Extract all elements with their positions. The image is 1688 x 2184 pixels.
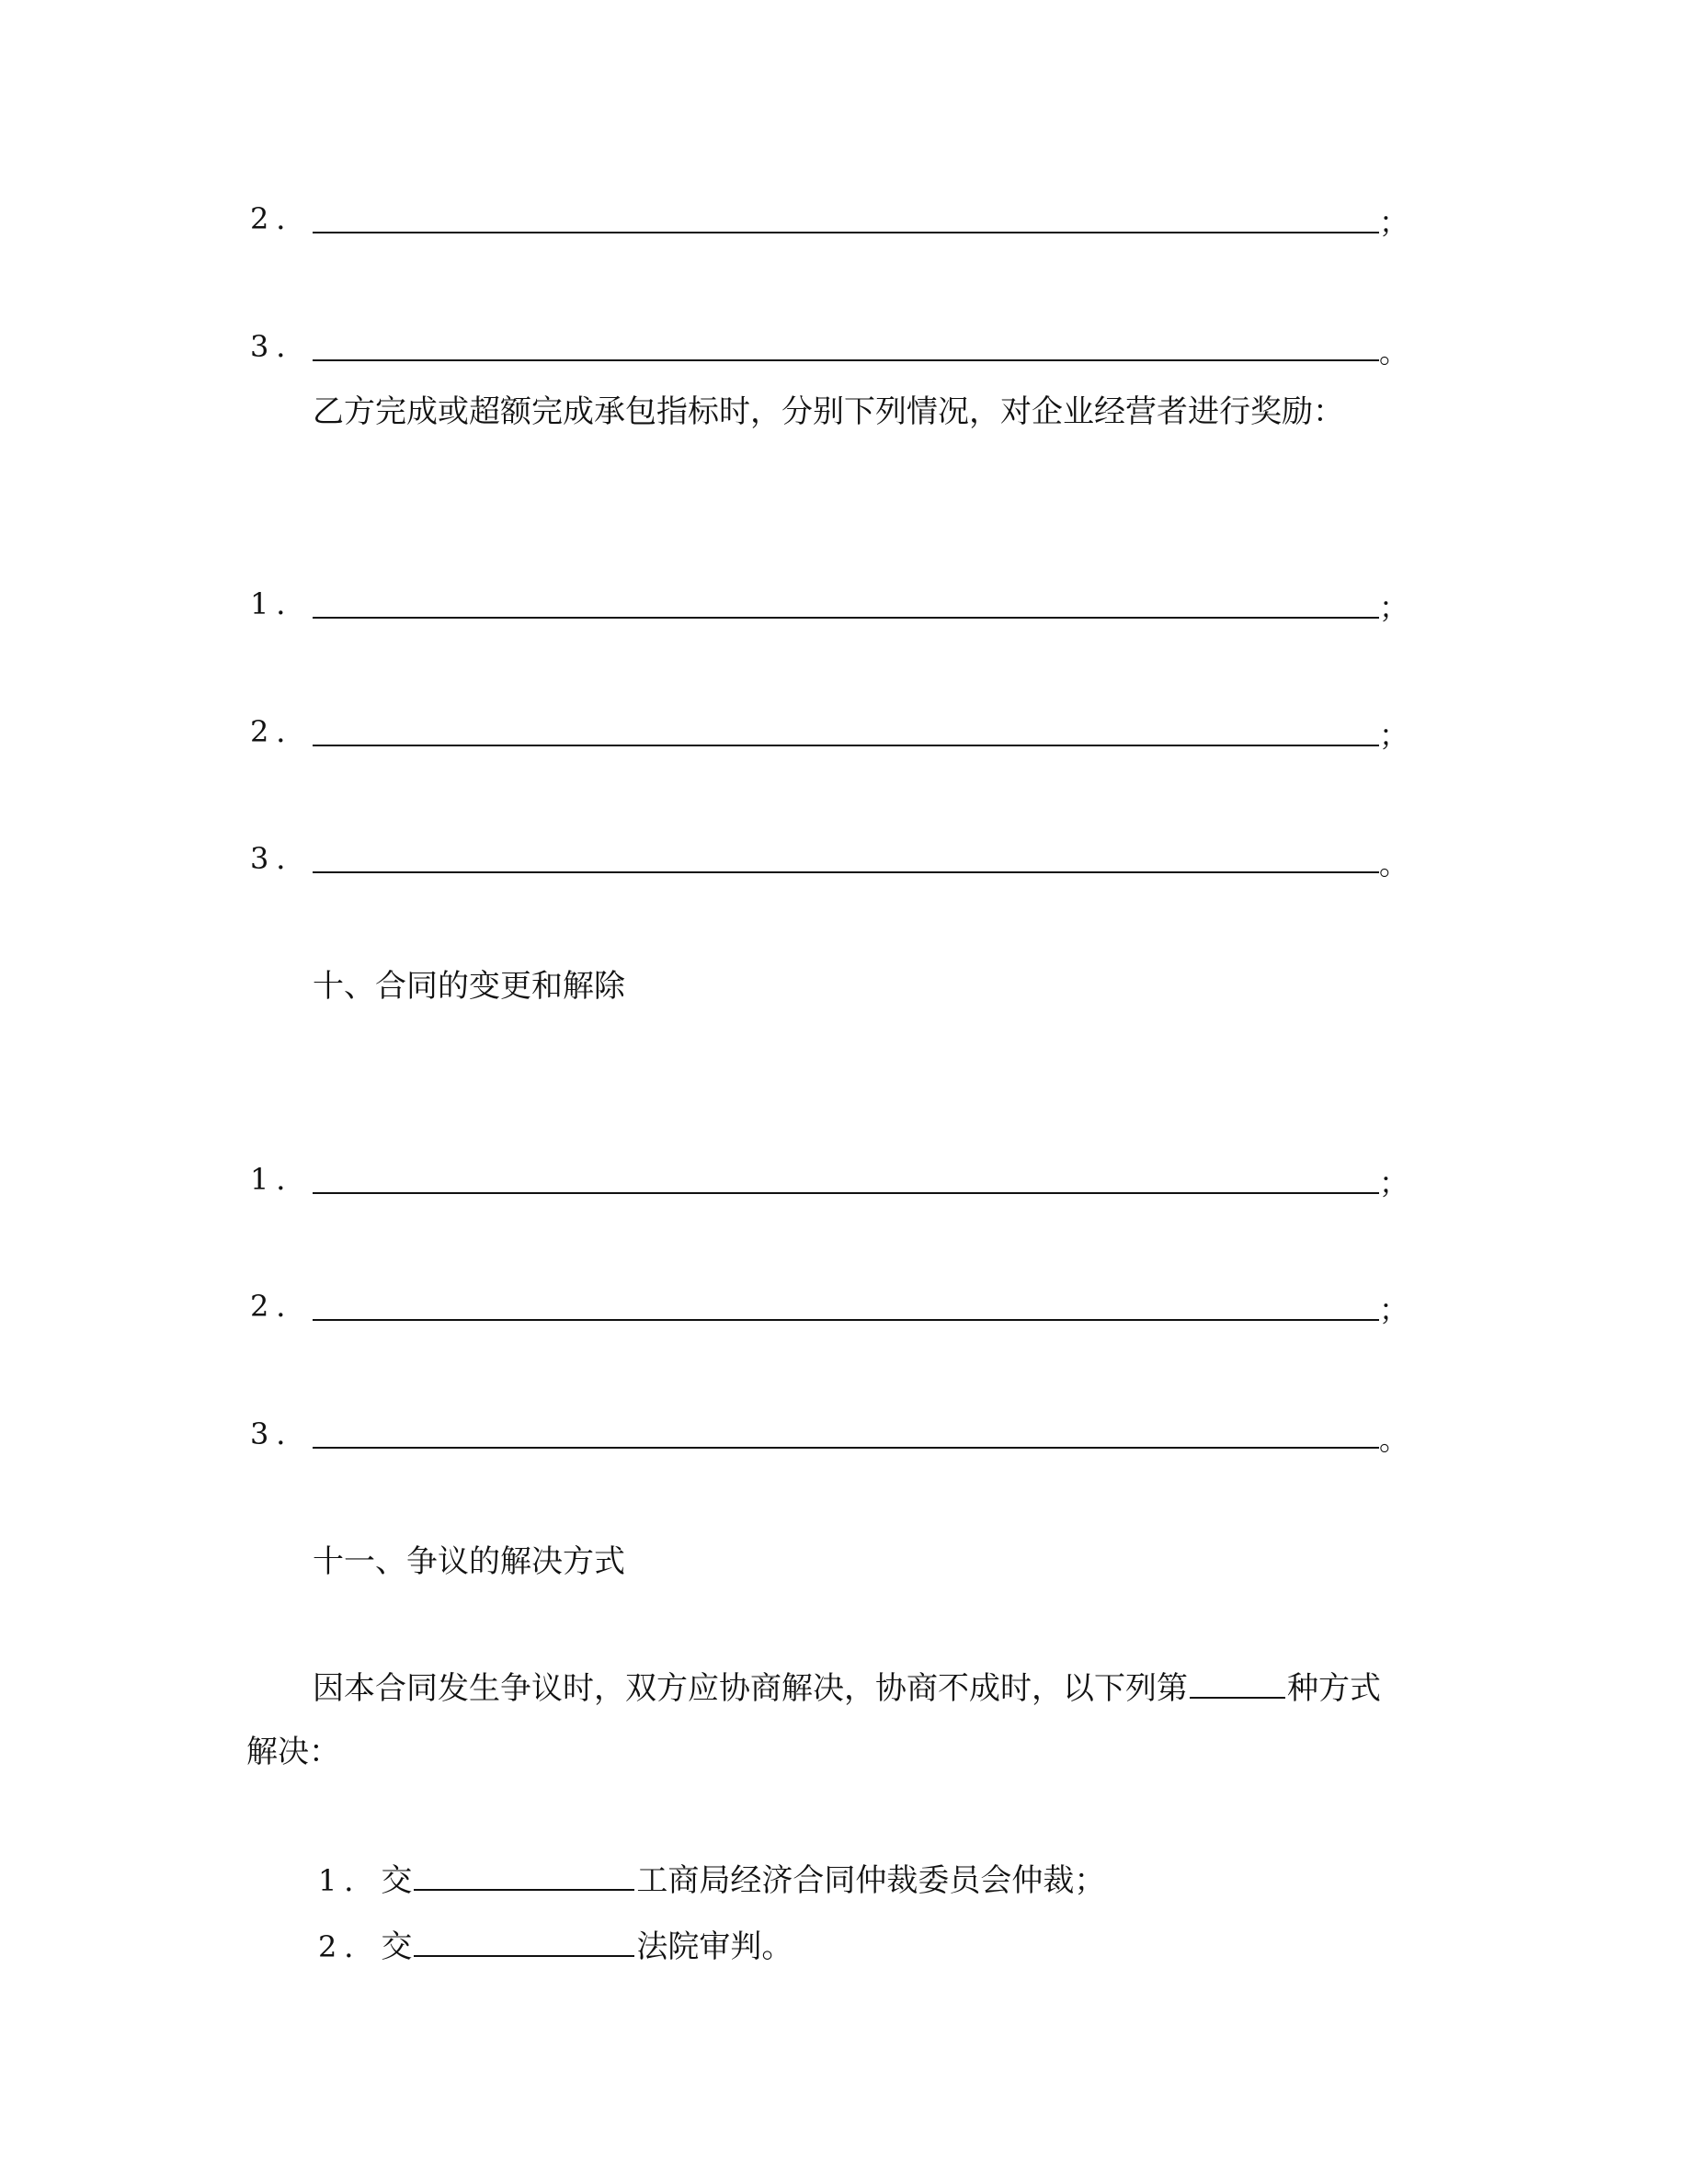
- list-a-item-3-blank[interactable]: [313, 359, 1379, 361]
- option-1: [318, 1862, 1105, 1899]
- list-c-item-2-number: 2．: [250, 1289, 314, 1324]
- option-2: [318, 1928, 793, 1965]
- reward-intro-paragraph: 乙方完成或超额完成承包指标时，分别下列情况，对企业经营者进行奖励：: [313, 393, 1344, 430]
- option-2-suffix: 法院审判。: [636, 1928, 793, 1965]
- list-b-item-1-blank[interactable]: [313, 617, 1379, 619]
- list-c-item-3-number: 3．: [250, 1416, 314, 1451]
- method-number-blank[interactable]: [1190, 1696, 1285, 1699]
- list-c-item-1-blank[interactable]: [313, 1192, 1379, 1194]
- list-b-item-3-end: 。: [1379, 847, 1409, 882]
- list-a-item-2-number: 2．: [250, 201, 314, 236]
- list-a-item-3-number: 3．: [250, 329, 314, 364]
- option-2-number: 2．: [318, 1929, 382, 1964]
- list-b-item-2-number: 2．: [250, 714, 314, 749]
- section-11-heading: 十一、争议的解决方式: [313, 1543, 625, 1580]
- option-1-authority-blank[interactable]: [414, 1888, 634, 1891]
- list-b-item-2-end: ；: [1379, 718, 1409, 753]
- option-1-suffix: 工商局经济合同仲裁委员会仲裁；: [636, 1862, 1106, 1899]
- option-1-prefix: 交: [381, 1862, 413, 1899]
- option-2-court-blank[interactable]: [414, 1954, 634, 1957]
- dispute-paragraph-line-1: [313, 1670, 1381, 1707]
- list-b-item-3-number: 3．: [250, 841, 314, 876]
- list-a-item-3-end: 。: [1379, 335, 1409, 370]
- list-c-item-1-end: ；: [1379, 1166, 1409, 1200]
- list-c-item-2-blank[interactable]: [313, 1319, 1379, 1321]
- list-c-item-3-blank[interactable]: [313, 1447, 1379, 1449]
- list-b-item-1-number: 1．: [250, 586, 314, 621]
- option-1-number: 1．: [318, 1863, 382, 1898]
- list-c-item-2-end: ；: [1379, 1292, 1409, 1327]
- option-2-prefix: 交: [381, 1928, 413, 1965]
- list-c-item-3-end: 。: [1379, 1422, 1409, 1457]
- dispute-paragraph-line-2: 解决：: [246, 1734, 340, 1770]
- list-b-item-3-blank[interactable]: [313, 871, 1379, 873]
- dispute-text-part-2: 种方式: [1287, 1670, 1381, 1707]
- list-a-item-2-end: ；: [1379, 205, 1409, 240]
- list-b-item-1-end: ；: [1379, 590, 1409, 625]
- list-a-item-2-blank[interactable]: [313, 232, 1379, 233]
- section-10-heading: 十、合同的变更和解除: [313, 968, 625, 1005]
- list-c-item-1-number: 1．: [250, 1162, 314, 1197]
- list-b-item-2-blank[interactable]: [313, 745, 1379, 746]
- dispute-text-part-1: 因本合同发生争议时，双方应协商解决，协商不成时，以下列第: [313, 1670, 1188, 1707]
